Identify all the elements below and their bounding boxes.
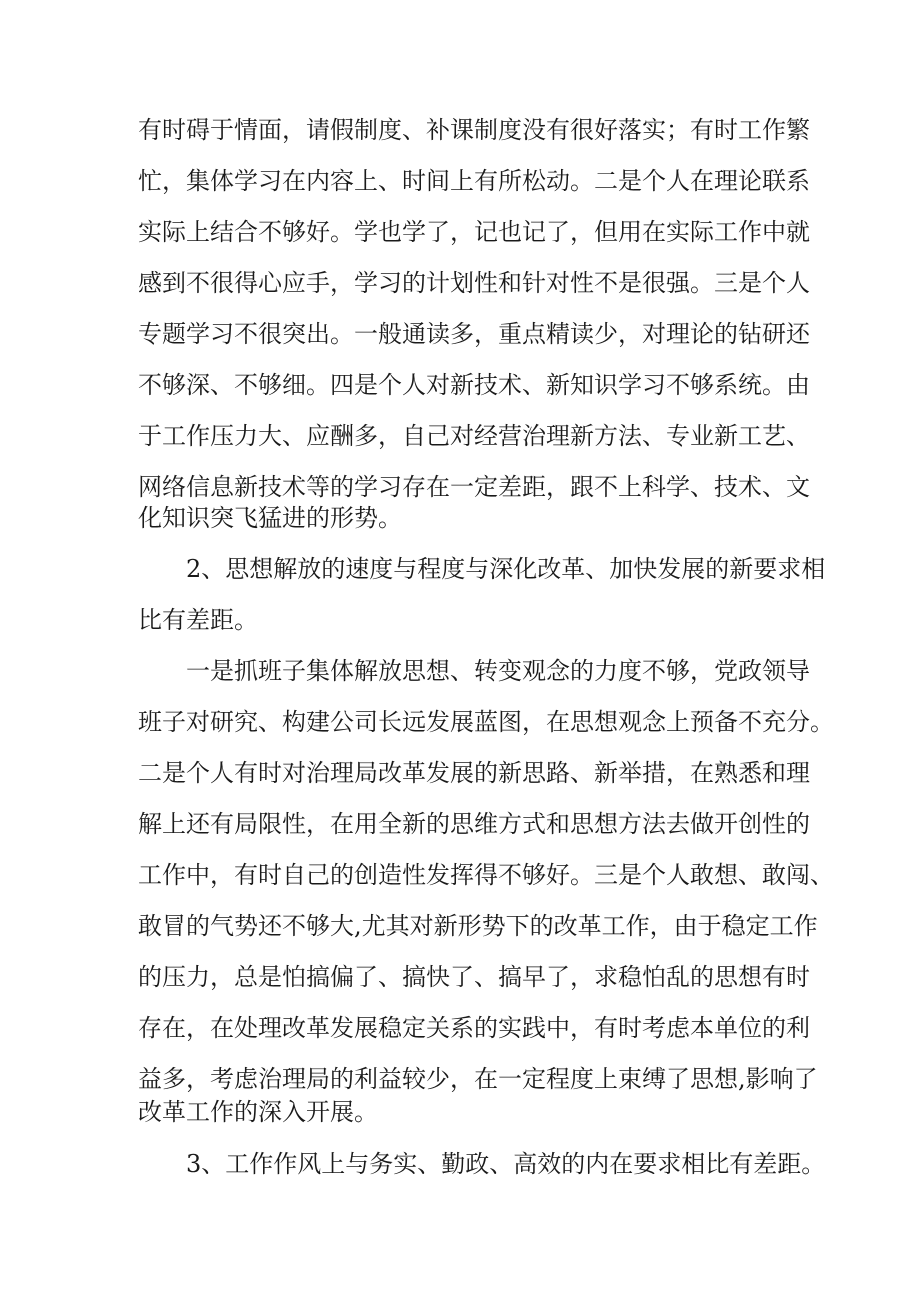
- text-line: 敢冒的气势还不够大,尤其对新形势下的改革工作，由于稳定工作: [138, 912, 818, 940]
- text-line: 比有差距。: [138, 606, 258, 634]
- text-line: 于工作压力大、应酬多，自己对经营治理新方法、专业新工艺、: [138, 422, 810, 450]
- text-line: 存在，在处理改革发展稳定关系的实践中，有时考虑本单位的利: [138, 1014, 810, 1042]
- text-line: 忙，集体学习在内容上、时间上有所松动。二是个人在理论联系: [138, 167, 810, 195]
- text-line: 感到不很得心应手，学习的计划性和针对性不是很强。三是个人: [138, 269, 810, 297]
- text-line: 化知识突飞猛进的形势。: [138, 504, 402, 532]
- text-line: 解上还有局限性，在用全新的思维方式和思想方法去做开创性的: [138, 810, 810, 838]
- text-line: 益多，考虑治理局的利益较少，在一定程度上束缚了思想,影响了: [138, 1065, 818, 1093]
- text-line: 网络信息新技术等的学习存在一定差距，跟不上科学、技术、文: [138, 473, 810, 501]
- text-line: 专题学习不很突出。一般通读多，重点精读少，对理论的钻研还: [138, 320, 810, 348]
- text-line: 一是抓班子集体解放思想、转变观念的力度不够，党政领导: [186, 657, 810, 685]
- text-line: 不够深、不够细。四是个人对新技术、新知识学习不够系统。由: [138, 371, 810, 399]
- text-line: 班子对研究、构建公司长远发展蓝图，在思想观念上预备不充分。: [138, 708, 834, 736]
- text-line: 实际上结合不够好。学也学了，记也记了，但用在实际工作中就: [138, 218, 810, 246]
- text-line: 有时碍于情面，请假制度、补课制度没有很好落实；有时工作繁: [138, 116, 810, 144]
- text-line: 改革工作的深入开展。: [138, 1098, 378, 1126]
- section-heading-3: 3、工作作风上与务实、勤政、高效的内在要求相比有差距。: [186, 1150, 826, 1178]
- section-heading-2: 2、思想解放的速度与程度与深化改革、加快发展的新要求相: [186, 555, 826, 583]
- text-line: 的压力，总是怕搞偏了、搞快了、搞早了，求稳怕乱的思想有时: [138, 963, 810, 991]
- text-line: 工作中，有时自己的创造性发挥得不够好。三是个人敢想、敢闯、: [138, 861, 834, 889]
- text-line: 二是个人有时对治理局改革发展的新思路、新举措，在熟悉和理: [138, 759, 810, 787]
